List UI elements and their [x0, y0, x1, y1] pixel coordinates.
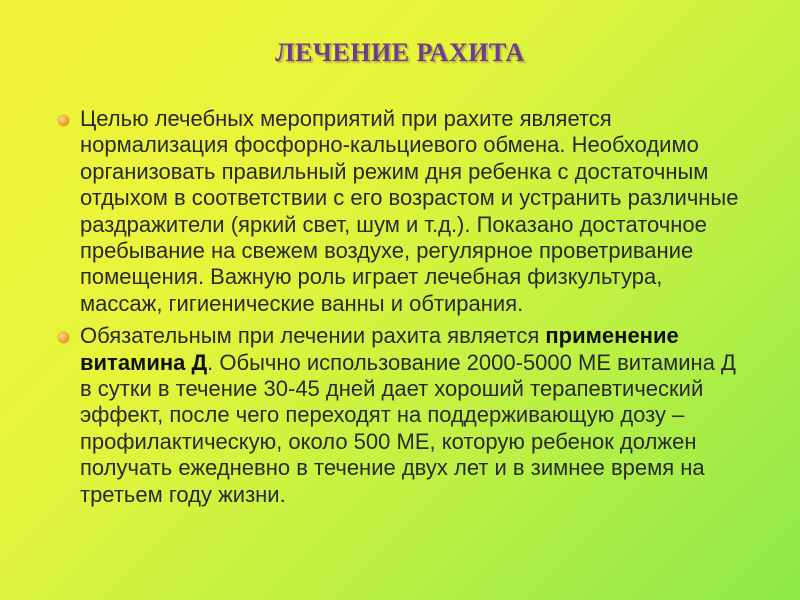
bullet-text-emphasis: применение витамина Д [80, 323, 679, 375]
orange-bullet-icon [58, 332, 69, 343]
slide-content [58, 106, 748, 514]
bullet-item-goals [58, 106, 748, 317]
bullet-item-vitamin-d [58, 323, 748, 508]
bullet-text [80, 323, 748, 508]
bullet-text-intro: Обязательным при лечении рахита является [80, 323, 546, 349]
bullet-text: Целью лечебных мероприятий при рахите является нормализация фосфорно-кальциевого обмена. Необходимо организовать правильный режим дня ребенка с достаточным отдыхом в соответствии с его возрастом и устранить различные раздражители (яркий свет, шум и т.д.). Показано достаточное пребывание на свежем воздухе, регулярное проветривание помещения. Важную роль играет лечебная физкультура, массаж, гигиенические ванны и обтирания. [80, 106, 739, 316]
orange-bullet-icon [58, 115, 69, 126]
bullet-text-rest: . Обычно использование 2000-5000 МЕ витамина Д в сутки в течение 30-45 дней дает хороший терапевтический эффект, после чего переходят на поддерживающую дозу – профилактическую, около 500 МЕ, которую ребенок должен получать ежедневно в течение двух лет и в зимнее время на третьем году жизни. [80, 349, 736, 507]
slide-title: ЛЕЧЕНИЕ РАХИТА [275, 38, 525, 67]
